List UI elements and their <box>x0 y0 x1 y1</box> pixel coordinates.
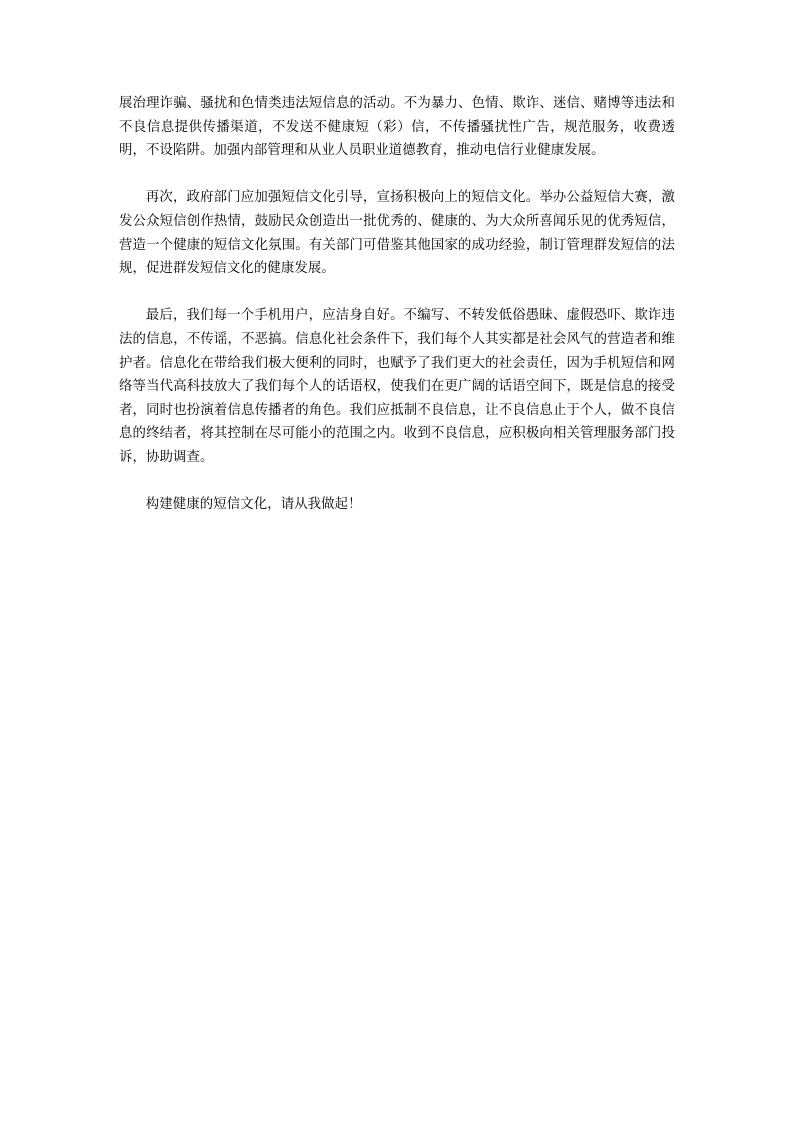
paragraph-4: 构建健康的短信文化，请从我做起！ <box>145 497 362 513</box>
paragraph-1: 展治理诈骗、骚扰和色情类违法短信息的活动。不为暴力、色情、欺诈、迷信、赌博等违法和不良信息提供传播渠道，不发送不健康短（彩）信，不传播骚扰性广告，规范服务，收费透明，不设陷阱。加强内部管理和从业人员职业道德教育，推动电信行业健康发展。 <box>119 96 675 159</box>
paragraph-spacer <box>119 470 675 494</box>
paragraph-spacer <box>119 281 675 305</box>
paragraph-2: 再次，政府部门应加强短信文化引导，宣扬积极向上的短信文化。举办公益短信大赛，激发公众短信创作热情，鼓励民众创造出一批优秀的、健康的、为大众所喜闻乐见的优秀短信，营造一个健康的短信文化氛围。有关部门可借鉴其他国家的成功经验，制订管理群发短信的法规，促进群发短信文化的健康发展。 <box>119 190 675 277</box>
document-body <box>119 92 675 517</box>
paragraph-spacer <box>119 163 675 187</box>
paragraph-3: 最后，我们每一个手机用户，应洁身自好。不编写、不转发低俗愚昧、虚假恐吓、欺诈违法的信息，不传谣，不恶搞。信息化社会条件下，我们每个人其实都是社会风气的营造者和维护者。信息化在带给我们极大便利的同时，也赋予了我们更大的社会责任，因为手机短信和网络等当代高科技放大了我们每个人的话语权，使我们在更广阔的话语空间下，既是信息的接受者，同时也扮演着信息传播者的角色。我们应抵制不良信息，让不良信息止于个人，做不良信息的终结者，将其控制在尽可能小的范围之内。收到不良信息，应积极向相关管理服务部门投诉，协助调查。 <box>119 308 675 465</box>
